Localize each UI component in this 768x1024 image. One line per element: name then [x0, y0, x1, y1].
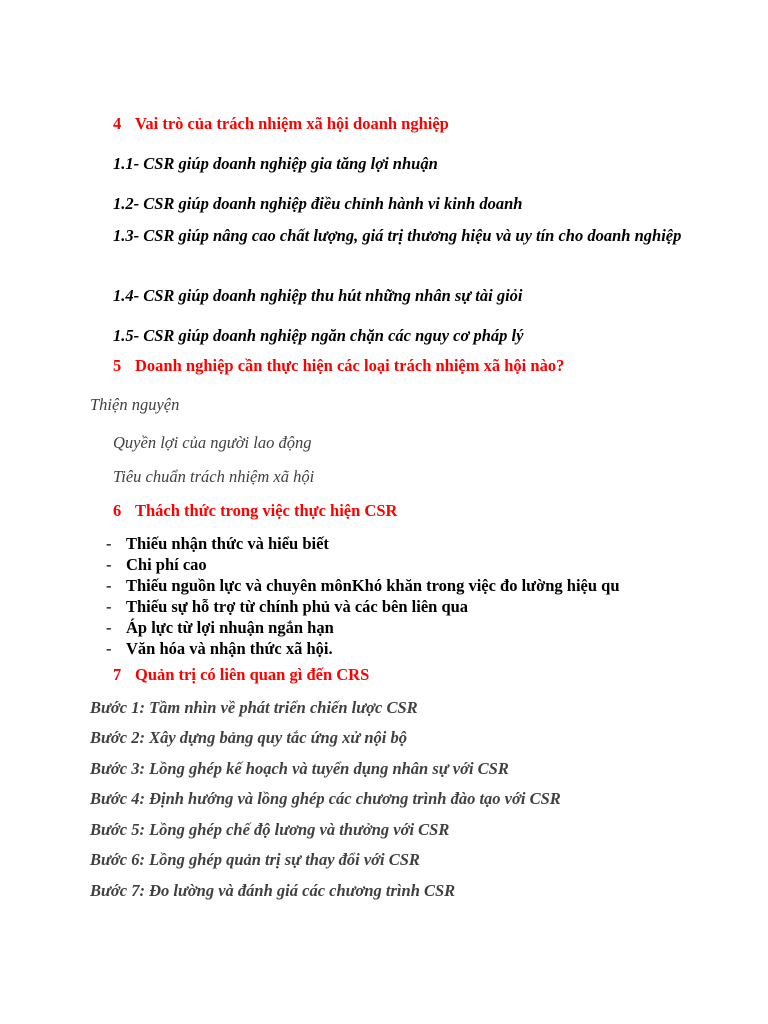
role-item: 1.3- CSR giúp nâng cao chất lượng, giá trị thương hiệu và uy tín cho doanh nghiệp [113, 226, 682, 245]
section-title: Vai trò của trách nhiệm xã hội doanh nghiệp [135, 114, 449, 133]
type-item: Quyền lợi của người lao động [113, 433, 312, 452]
challenge-item [106, 639, 333, 659]
step-item: Bước 5: Lồng ghép chế độ lương và thưởng với CSR [90, 820, 450, 839]
section-title: Quản trị có liên quan gì đến CRS [135, 665, 370, 684]
challenge-item [106, 555, 207, 575]
challenge-item [106, 534, 329, 554]
section-title: Doanh nghiệp cần thực hiện các loại trách nhiệm xã hội nào? [135, 356, 565, 375]
challenge-item [106, 597, 468, 617]
section-heading-6 [113, 501, 397, 521]
challenge-text: Thiếu sự hỗ trợ từ chính phủ và các bên liên qua [126, 597, 469, 616]
section-heading-4 [113, 114, 449, 134]
step-item: Bước 4: Định hướng và lồng ghép các chương trình đào tạo với CSR [90, 789, 561, 808]
challenge-text: Chi phí cao [126, 555, 207, 574]
section-number: 5 [113, 356, 122, 375]
step-item: Bước 7: Đo lường và đánh giá các chương trình CSR [90, 881, 456, 900]
bullet-dash: - [106, 576, 112, 595]
challenge-item [106, 618, 334, 638]
challenge-text: Áp lực từ lợi nhuận ngắn hạn [126, 618, 334, 637]
section-number: 7 [113, 665, 122, 684]
step-item: Bước 2: Xây dựng bảng quy tắc ứng xử nội bộ [90, 728, 407, 747]
type-item: Thiện nguyện [90, 395, 180, 414]
challenge-text: Thiếu nguồn lực và chuyên mônKhó khăn trong việc đo lường hiệu qu [126, 576, 620, 595]
bullet-dash: - [106, 555, 112, 574]
role-item: 1.5- CSR giúp doanh nghiệp ngăn chặn các nguy cơ pháp lý [113, 326, 524, 345]
bullet-dash: - [106, 597, 112, 616]
type-item: Tiêu chuẩn trách nhiệm xã hội [113, 467, 315, 486]
section-number: 6 [113, 501, 122, 520]
bullet-dash: - [106, 639, 112, 658]
bullet-dash: - [106, 618, 112, 637]
bullet-dash: - [106, 534, 112, 553]
section-title: Thách thức trong việc thực hiện CSR [135, 501, 398, 520]
step-item: Bước 3: Lồng ghép kế hoạch và tuyển dụng nhân sự với CSR [90, 759, 509, 778]
challenge-text: Văn hóa và nhận thức xã hội. [126, 639, 333, 658]
step-item: Bước 1: Tầm nhìn về phát triển chiến lược CSR [90, 698, 418, 717]
step-item: Bước 6: Lồng ghép quản trị sự thay đổi với CSR [90, 850, 420, 869]
section-heading-5 [113, 356, 564, 376]
role-item: 1.2- CSR giúp doanh nghiệp điều chỉnh hành vi kinh doanh [113, 194, 523, 213]
challenge-text: Thiếu nhận thức và hiểu biết [126, 534, 329, 553]
role-item: 1.4- CSR giúp doanh nghiệp thu hút những nhân sự tài giỏi [113, 286, 523, 305]
section-heading-7 [113, 665, 369, 685]
challenge-item [106, 576, 620, 596]
section-number: 4 [113, 114, 122, 133]
role-item: 1.1- CSR giúp doanh nghiệp gia tăng lợi nhuận [113, 154, 438, 173]
